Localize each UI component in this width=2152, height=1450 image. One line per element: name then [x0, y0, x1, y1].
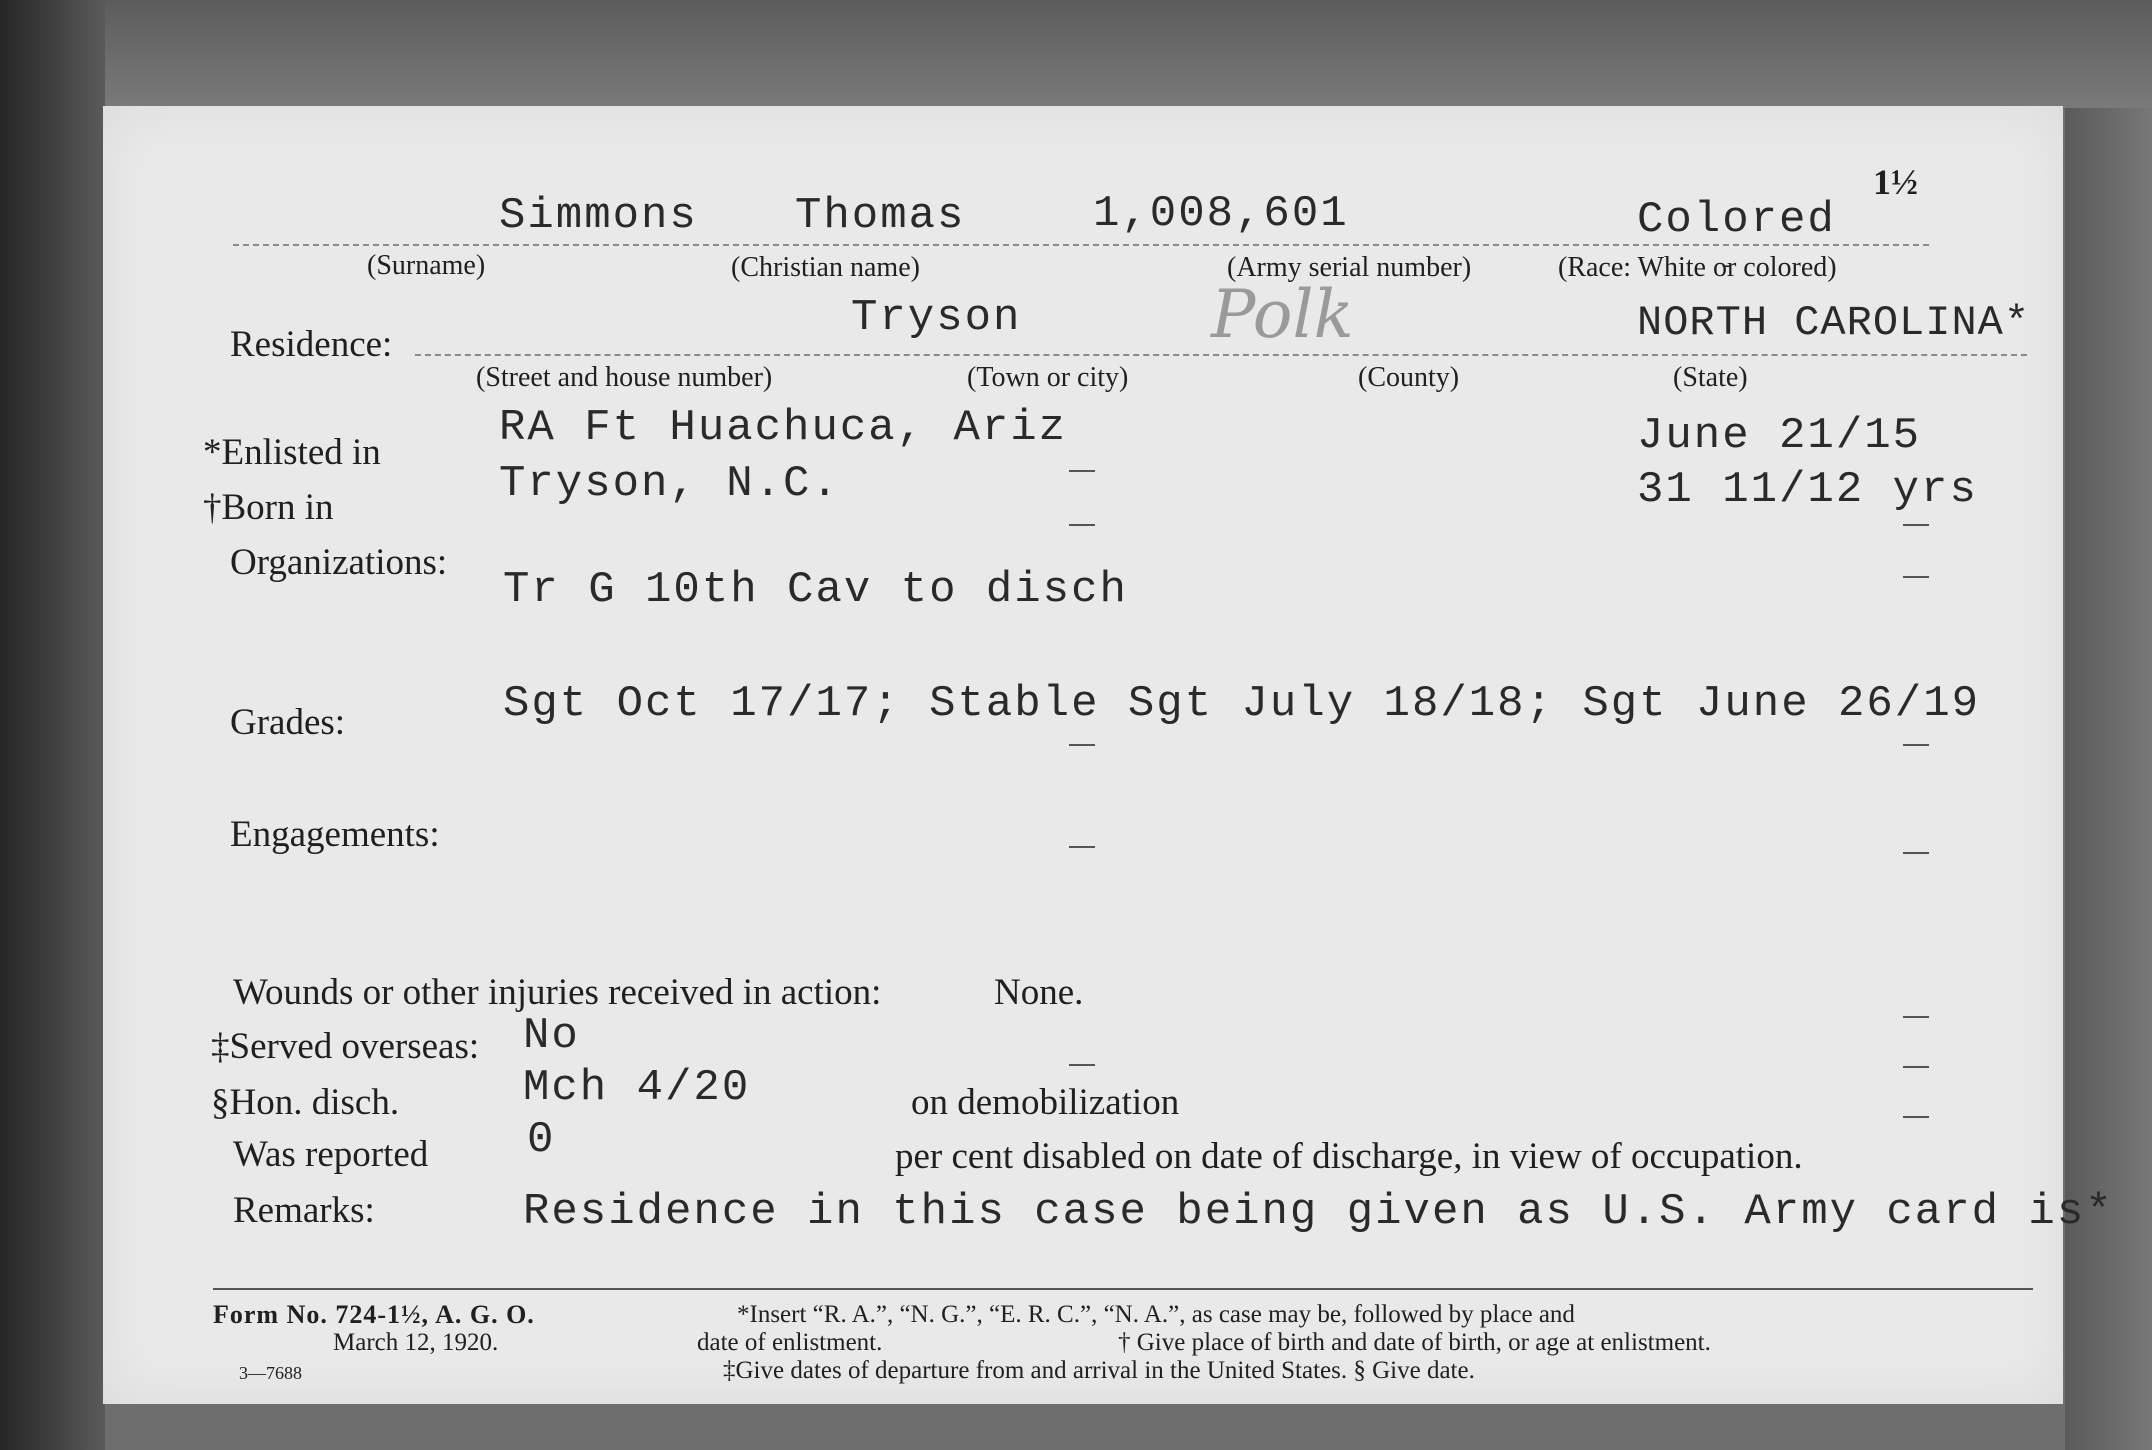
- blank-dash: [1903, 852, 1929, 854]
- serial-caption: (Army serial number): [1227, 252, 1472, 283]
- served-overseas-label: ‡Served overseas:: [211, 1026, 480, 1067]
- was-reported-label: Was reported: [233, 1134, 429, 1175]
- blank-dash: [1069, 524, 1095, 526]
- percent-disabled-value: 0: [527, 1115, 556, 1165]
- form-number: Form No. 724-1½, A. G. O.: [213, 1300, 535, 1329]
- grades-label: Grades:: [230, 702, 346, 743]
- born-label: †Born in: [203, 487, 334, 528]
- corner-mark: 1½: [1873, 162, 1918, 202]
- state-caption: (State): [1673, 362, 1748, 393]
- enlisted-date-value: June 21/15: [1637, 411, 1922, 461]
- print-code: 3—7688: [239, 1363, 302, 1383]
- blank-dash: [1903, 1016, 1929, 1018]
- grades-value: Sgt Oct 17/17; Stable Sgt July 18/18; Sgt June 26/19: [503, 679, 1981, 729]
- hon-disch-label: §Hon. disch.: [211, 1082, 400, 1123]
- footnote-insert: *Insert “R. A.”, “N. G.”, “E. R. C.”, “N. A.”, as case may be, followed by place and: [737, 1301, 1575, 1328]
- serial-number-value: 1,008,601: [1093, 189, 1349, 239]
- surname-value: Simmons: [499, 191, 698, 241]
- service-record-card: [103, 106, 2114, 1404]
- blank-dash: [1069, 470, 1095, 472]
- street-caption: (Street and house number): [476, 362, 773, 393]
- blank-dash: [1069, 1064, 1095, 1066]
- blank-dash: [1069, 744, 1095, 746]
- residence-label: Residence:: [230, 324, 393, 365]
- race-value: Colored: [1637, 195, 1836, 245]
- blank-dash: [1903, 524, 1929, 526]
- residence-dotted-line: [415, 354, 2027, 356]
- wounds-value: None.: [994, 972, 1084, 1013]
- footnote-enlistment: date of enlistment.: [697, 1329, 883, 1356]
- scan-background-left: [0, 0, 105, 1450]
- percent-disabled-text: per cent disabled on date of discharge, in view of occupation.: [895, 1136, 1803, 1177]
- form-date: March 12, 1920.: [333, 1329, 499, 1356]
- organizations-label: Organizations:: [230, 542, 448, 583]
- served-overseas-value: No: [523, 1011, 580, 1061]
- footnote-overseas: ‡Give dates of departure from and arrival in the United States. § Give date.: [723, 1357, 1475, 1384]
- residence-town-value: Tryson: [851, 293, 1022, 343]
- residence-county-handwritten: Polk: [1211, 276, 1354, 353]
- engagements-label: Engagements:: [230, 814, 440, 855]
- footnote-birth: † Give place of birth and date of birth, or age at enlistment.: [1118, 1329, 1711, 1356]
- scan-background-top: [105, 0, 2152, 108]
- born-place-value: Tryson, N.C.: [499, 459, 840, 509]
- footer-rule: [213, 1288, 2033, 1290]
- blank-dash: [1903, 744, 1929, 746]
- enlisted-place-value: RA Ft Huachuca, Ariz: [499, 403, 1068, 453]
- name-dotted-line: [233, 244, 1929, 246]
- enlisted-label: *Enlisted in: [203, 432, 381, 473]
- surname-caption: (Surname): [367, 250, 486, 281]
- born-age-value: 31 11/12 yrs: [1637, 465, 1978, 515]
- blank-dash: [1903, 1116, 1929, 1118]
- christian-name-caption: (Christian name): [731, 252, 920, 283]
- remarks-label: Remarks:: [233, 1190, 375, 1231]
- blank-dash: [1903, 1066, 1929, 1068]
- christian-name-value: Thomas: [795, 191, 966, 241]
- scan-background-right: [2065, 108, 2152, 1450]
- race-caption: (Race: White o̵r colored): [1558, 252, 1837, 283]
- residence-state-value: NORTH CAROLINA*: [1637, 299, 2031, 347]
- organizations-value: Tr G 10th Cav to disch: [503, 565, 1128, 615]
- remarks-value: Residence in this case being given as U.S. Army card is*: [523, 1187, 2114, 1237]
- hon-disch-note: on demobilization: [911, 1082, 1180, 1123]
- town-caption: (Town or city): [967, 362, 1129, 393]
- blank-dash: [1069, 846, 1095, 848]
- wounds-label: Wounds or other injuries received in action:: [233, 972, 882, 1013]
- county-caption: (County): [1358, 362, 1460, 393]
- blank-dash: [1903, 576, 1929, 578]
- hon-disch-date-value: Mch 4/20: [523, 1063, 751, 1113]
